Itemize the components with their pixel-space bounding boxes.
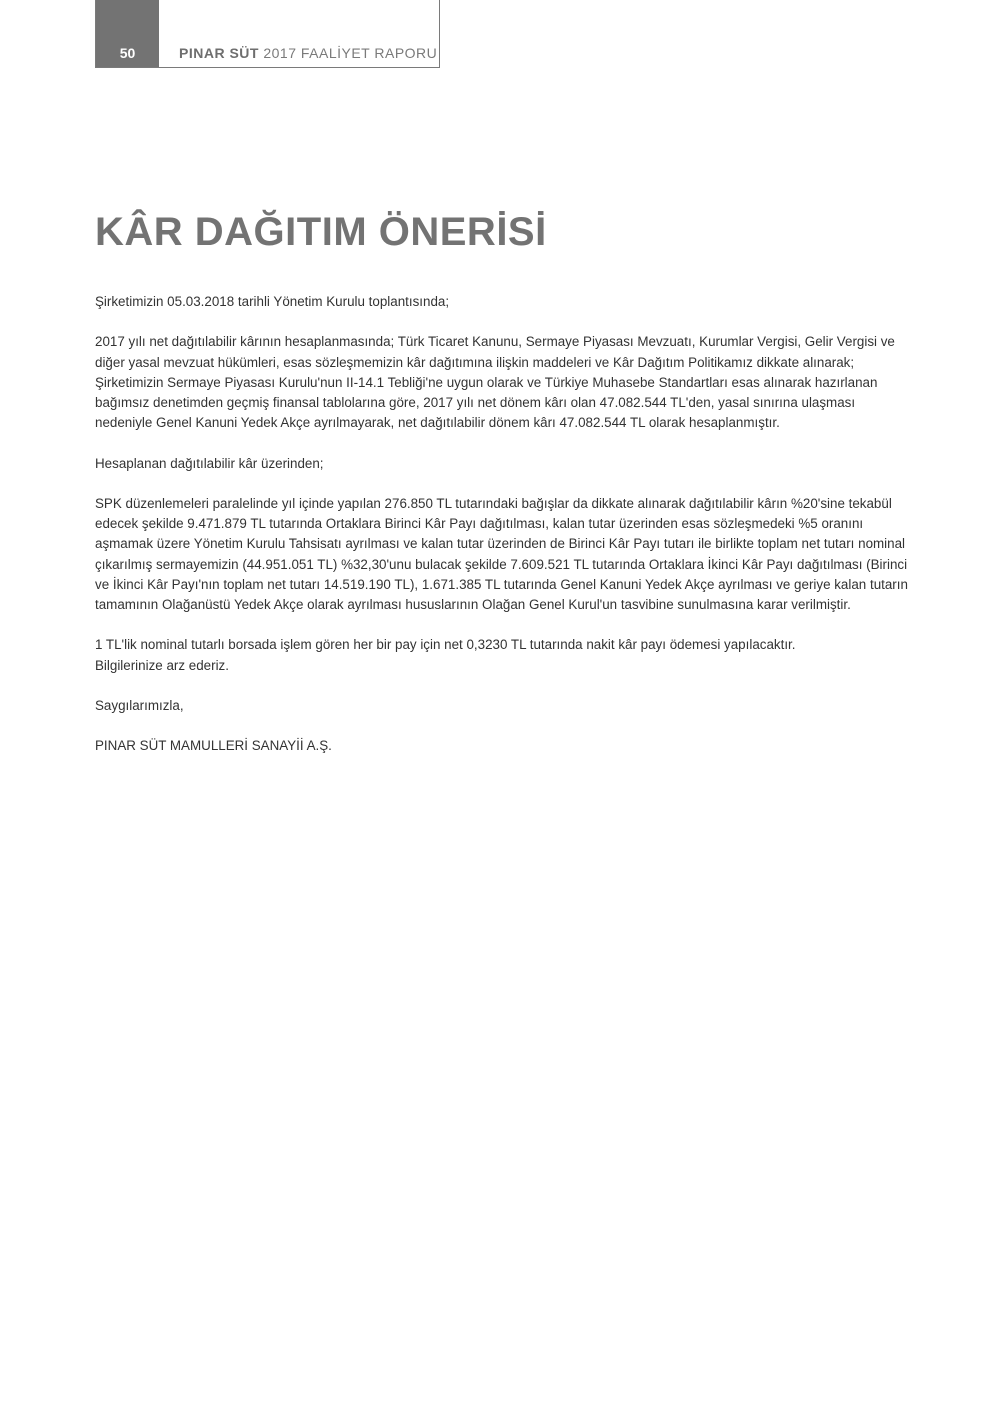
page-heading: KÂR DAĞITIM ÖNERİSİ [95,210,547,254]
page-number: 50 [96,0,159,67]
distribution-paragraph: SPK düzenlemeleri paralelinde yıl içinde yapılan 276.850 TL tutarındaki bağışlar da dikkate alınarak dağıtılabilir kârın %20'sine tekabül edecek şekilde 9.471.879 TL tutarında Ortaklara Birinci Kâr Payı dağıtılması, kalan tutar üzerinden esas sözleşmedeki %5 oranını aşmamak üzere Yönetim Kurulu Tahsisatı ayrılması ve kalan tutar üzerinden de Birinci Kâr Payı tutarı ile birlikte toplam net tutarı nominal çıkarılmış sermayemizin (44.951.051 TL) %32,30'unu bulacak şekilde 7.609.521 TL tutarında Ortaklara İkinci Kâr Payı dağıtılması (Birinci ve İkinci Kâr Payı'nın toplam net tutarı 14.519.190 TL), 1.671.385 TL tutarında Genel Kanuni Yedek Akçe ayrılması ve geriye kalan tutarın tamamının Olağanüstü Yedek Akçe olarak ayrılması hususlarının Olağan Genel Kurul'un tasvibine sunulmasına karar verilmiştir. [95,495,908,612]
calculation-paragraph: 2017 yılı net dağıtılabilir kârının hesaplanmasında; Türk Ticaret Kanunu, Sermaye Piyasası Mevzuatı, Kurumlar Vergisi, Gelir Vergisi ve diğer yasal mevzuat hükümleri, esas sözleşmemizin kâr dağıtımına ilişkin maddeleri ve Kâr Dağıtım Politikamız dikkate alınarak; Şirketimizin Sermaye Piyasası Kurulu'nun II-14.1 Tebliği'ne uygun olarak ve Türkiye Muhasebe Standartları esas alınarak hazırlanan bağımsız denetimden geçmiş finansal tablolarına göre, 2017 yılı net dönem kârı olan 47.082.544 TL'den, yasal sınırına ulaşması nedeniyle Genel Kanuni Yedek Akçe ayrılmayarak, net dağıtılabilir dönem kârı 47.082.544 TL olarak hesaplanmıştır. [95,334,895,431]
page-header [95,0,440,68]
document-body [95,292,910,777]
report-brand: PINAR SÜT [179,45,259,61]
distribution-intro-paragraph: Hesaplanan dağıtılabilir kâr üzerinden; [95,455,324,471]
report-title [159,45,437,67]
report-subtitle: 2017 FAALİYET RAPORU [263,45,438,61]
company-signature: PINAR SÜT MAMULLERİ SANAYİİ A.Ş. [95,738,332,754]
payment-paragraph: 1 TL'lik nominal tutarlı borsada işlem gören her bir pay için net 0,3230 TL tutarında nakit kâr payı ödemesi yapılacaktır. Bilgilerinize arz ederiz. [95,637,796,673]
closing-paragraph: Saygılarımızla, [95,697,184,713]
intro-paragraph: Şirketimizin 05.03.2018 tarihli Yönetim Kurulu toplantısında; [95,294,450,309]
